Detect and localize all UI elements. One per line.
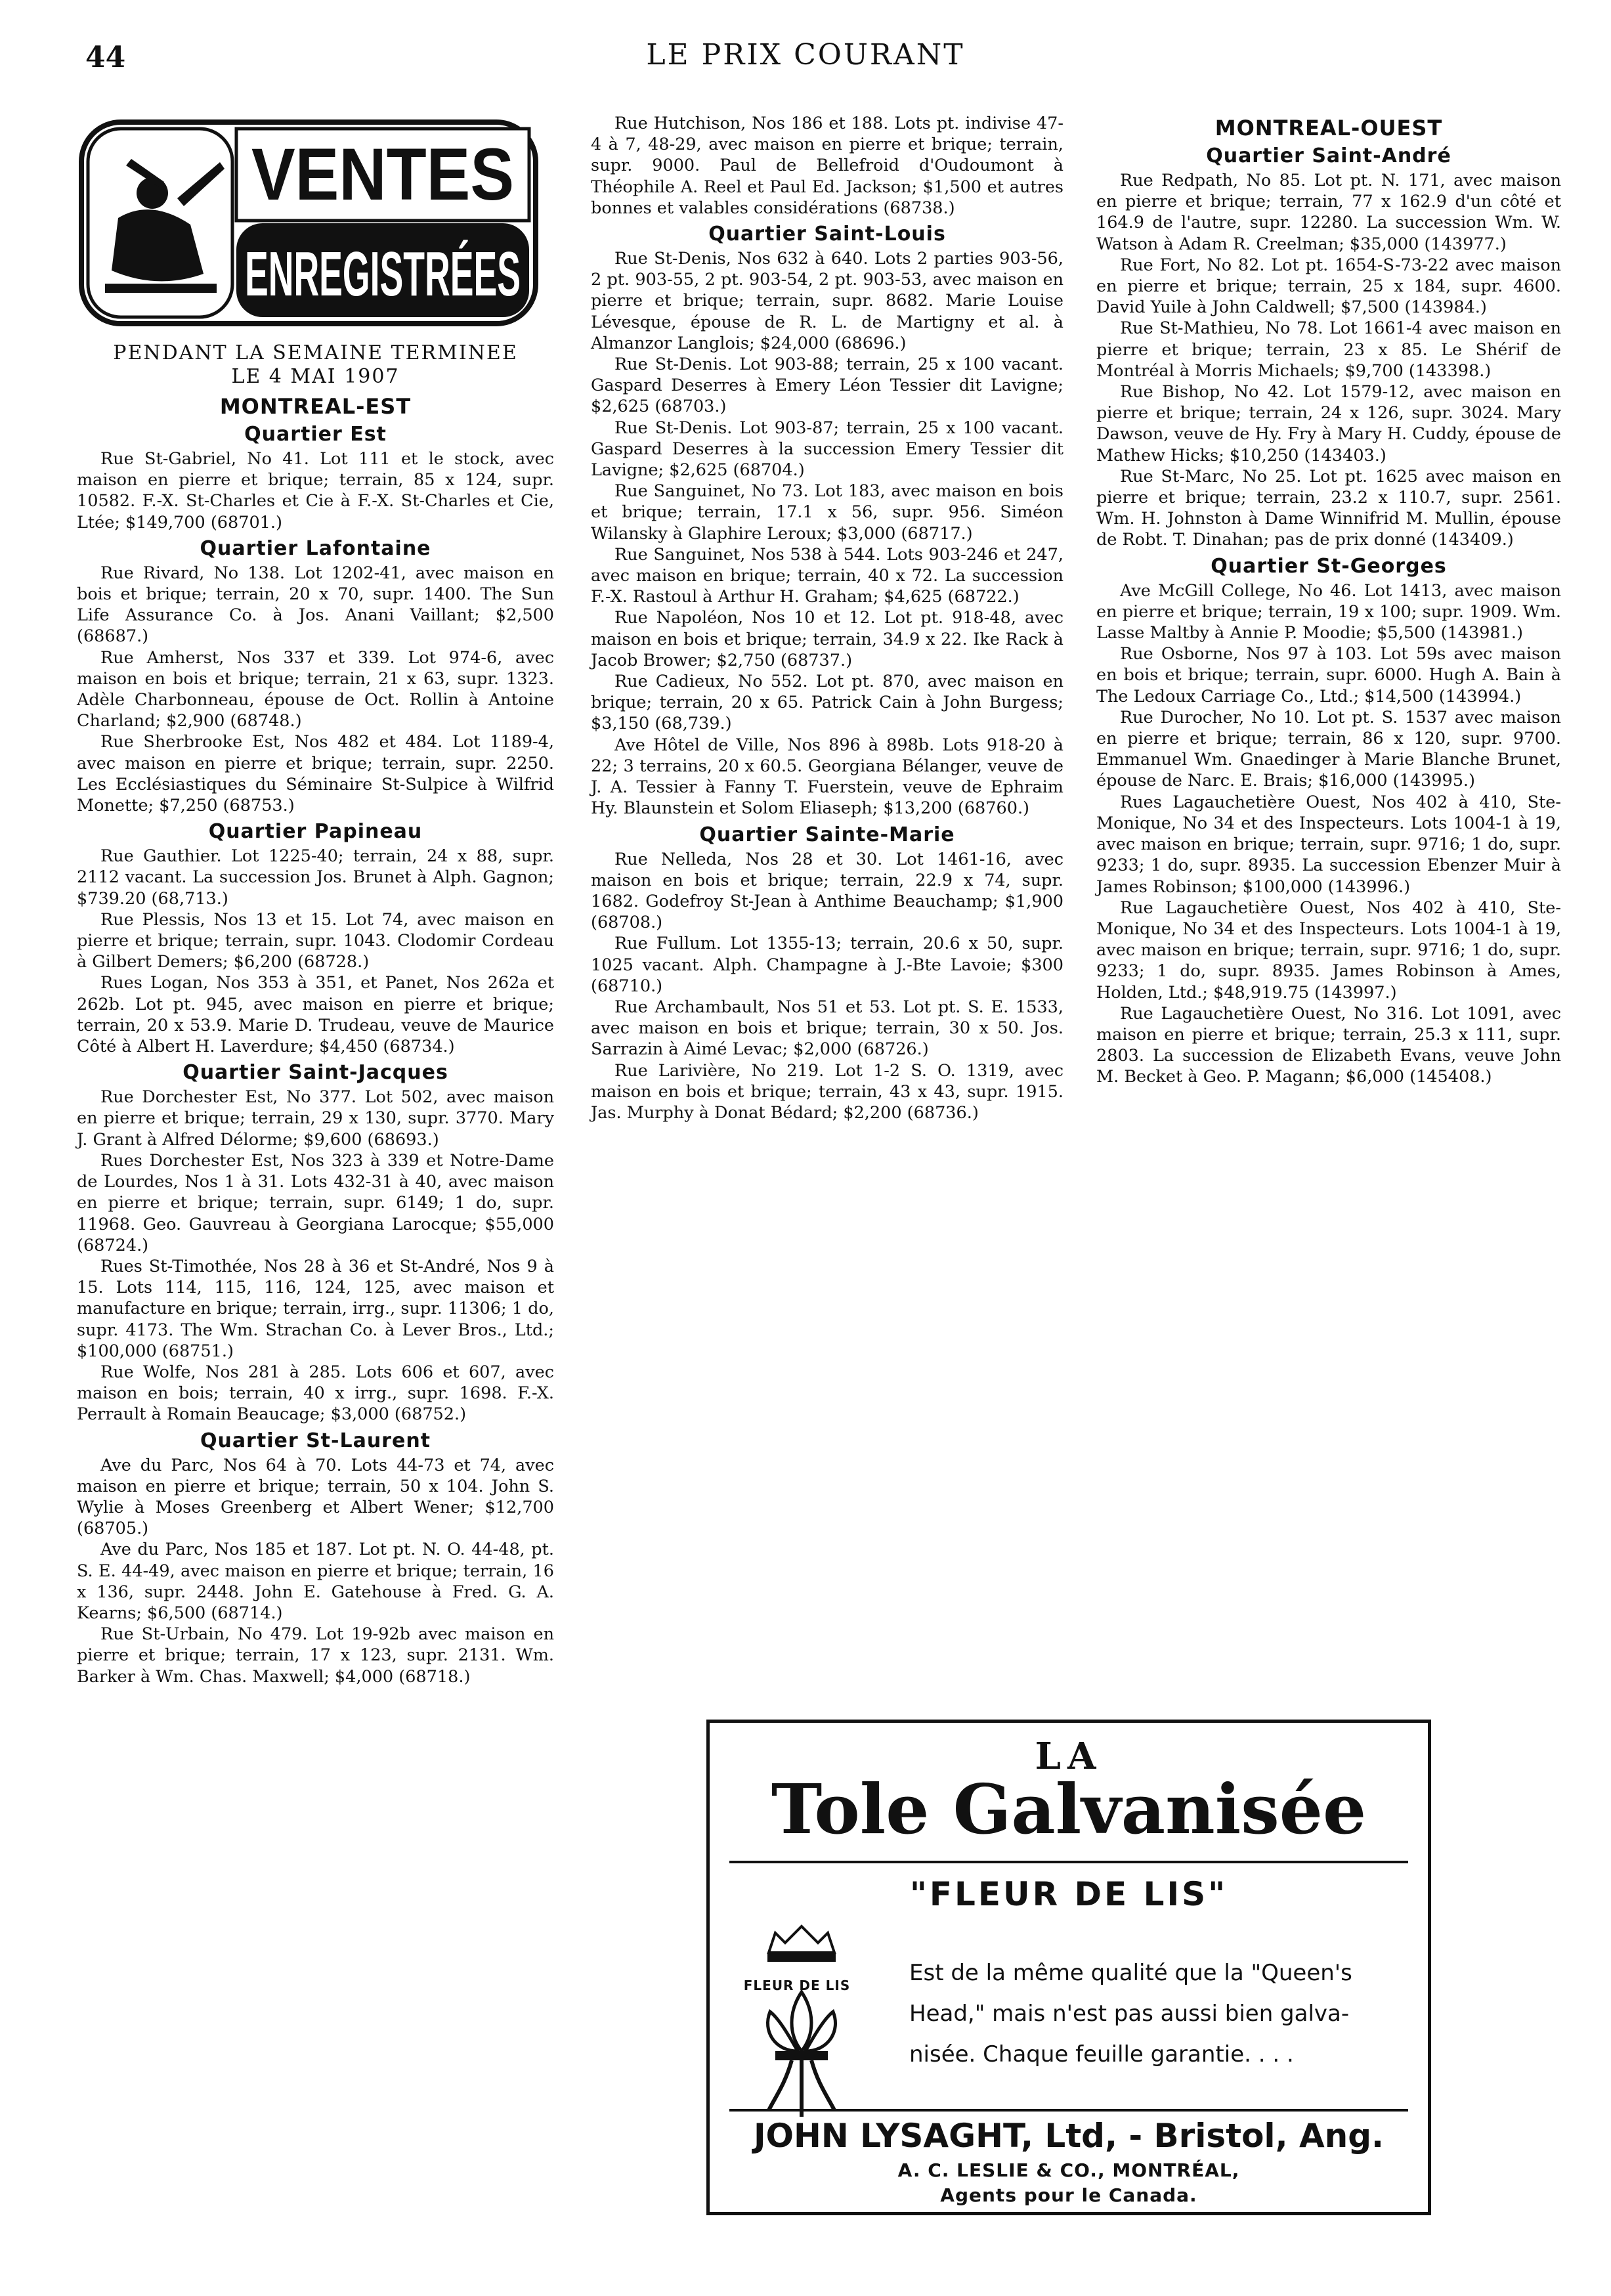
sale-entry: Rue Fort, No 82. Lot pt. 1654-S-73-22 avec maison en pierre et brique; terrain, 25 x 184, supr. 4600. David Yuile à John Caldwell; $7,500 (143984.)	[1096, 255, 1561, 318]
ad-body-line: nisée. Chaque feuille garantie. . . .	[909, 2041, 1294, 2068]
week-heading-line2: LE 4 MAI 1907	[231, 365, 400, 388]
sale-entry: Rue Dorchester Est, No 377. Lot 502, avec maison en pierre et brique; terrain, 29 x 130, supr. 3770. Mary J. Grant à Alfred Délorme; $9,600 (68693.)	[77, 1087, 554, 1150]
ad-body-line: Est de la même qualité que la "Queen's	[909, 1960, 1352, 1986]
ventes-enregistrees-badge	[79, 119, 538, 326]
sale-entry: Rue Nelleda, Nos 28 et 30. Lot 1461-16, avec maison en bois et brique; terrain, 22.9 x 74, supr. 1682. Godefroy St-Jean à Anthime Beauchamp; $1,900 (68708.)	[591, 849, 1063, 933]
badge-line2: ENREGISTRÉES	[245, 239, 521, 309]
ad-company: JOHN LYSAGHT, Ltd, - Bristol, Ang.	[753, 2117, 1385, 2155]
sale-entry: Rue Gauthier. Lot 1225-40; terrain, 24 x 88, supr. 2112 vacant. La succession Jos. Brunet à Alph. Gagnon; $739.20 (68,713.)	[77, 846, 554, 909]
quartier-heading: Quartier Saint-Jacques	[183, 1061, 448, 1085]
week-heading	[77, 341, 554, 389]
sale-entry: Rue Napoléon, Nos 10 et 12. Lot pt. 918-48, avec maison en bois et brique; terrain, 34.9 x 22. Ike Rack à Jacob Brower; $2,750 (68737.)	[591, 608, 1063, 670]
sale-entry: Rue Amherst, Nos 337 et 339. Lot 974-6, avec maison en bois et brique; terrain, 21 x 63, supr. 1323. Adèle Charbonneau, épouse de Oct. Rollin à Antoine Charland; $2,900 (68748.)	[77, 647, 554, 731]
ad-la: LA	[1035, 1735, 1103, 1778]
sale-entry: Ave du Parc, Nos 64 à 70. Lots 44-73 et 74, avec maison en pierre et brique; terrain, 50 x 104. John S. Wylie à Moses Greenberg et Albert Wener; $12,700 (68705.)	[77, 1455, 554, 1539]
section-heading: MONTREAL-OUEST	[1214, 116, 1443, 141]
sale-entry: Rues Lagauchetière Ouest, Nos 402 à 410, Ste-Monique, No 34 et des Inspecteurs. Lots 1004-1 à 19, avec maison en brique; terrain, supr. 9716; 1 do, supr. 9233; 1 do, supr. 8935. La succession Ebenzer Muir à James Robinson; $100,000 (143996.)	[1096, 792, 1561, 897]
sale-entry: Rue St-Urbain, No 479. Lot 19-92b avec maison en pierre et brique; terrain, 17 x 123, supr. 2131. Wm. Barker à Wm. Chas. Maxwell; $4,000 (68718.)	[77, 1624, 554, 1687]
sale-entry: Rues Logan, Nos 353 à 351, et Panet, Nos 262a et 262b. Lot pt. 945, avec maison en pierre et brique; terrain, 20 x 53.9. Marie D. Trudeau, veuve de Maurice Côté à Albert H. Laverdure; $4,450 (68734.)	[77, 973, 554, 1057]
ad-agent-line2: Agents pour le Canada.	[940, 2184, 1197, 2206]
sale-entry: Rue Redpath, No 85. Lot pt. N. 171, avec maison en pierre et brique; terrain, 77 x 162.9 d'un côté et 164.9 de l'autre, supr. 12280. La succession Wm. W. Watson à Adam R. Creelman; $35,000 (143977.)	[1096, 171, 1561, 254]
sale-entry: Rue Sanguinet, No 73. Lot 183, avec maison en bois et brique; terrain, 17.1 x 56, supr. 956. Siméon Wilansky à Glaphire Leroux; $3,000 (68717.)	[591, 481, 1063, 544]
ad-body-line: Head," mais n'est pas aussi bien galva-	[909, 2001, 1350, 2027]
page-number: 44	[85, 41, 126, 74]
quartier-heading: Quartier Lafontaine	[200, 536, 431, 560]
quartier-heading: Quartier Saint-André	[1206, 144, 1451, 167]
sale-entry: Rue Lagauchetière Ouest, No 316. Lot 1091, avec maison en pierre et brique; terrain, 25.3 x 111, supr. 2803. La succession de Elizabeth Evans, veuve John M. Becket à Geo. P. Magann; $6,000 (145408.)	[1096, 1003, 1561, 1087]
ad-body	[909, 1953, 1402, 2075]
sale-entry: Rue Larivière, No 219. Lot 1-2 S. O. 1319, avec maison en bois et brique; terrain, 43 x 43, supr. 1915. Jas. Murphy à Donat Bédard; $2,200 (68736.)	[591, 1060, 1063, 1123]
ad-logo-label: FLEUR DE LIS	[743, 1978, 851, 1993]
section-heading: MONTREAL-EST	[219, 394, 412, 419]
sale-entry: Rue St-Mathieu, No 78. Lot 1661-4 avec maison en pierre et brique; terrain, 23 x 85. Le Shérif de Montréal à Morris Michaels; $9,700 (143398.)	[1096, 318, 1561, 381]
sale-entry: Ave du Parc, Nos 185 et 187. Lot pt. N. O. 44-48, pt. S. E. 44-49, avec maison en pierre et brique; terrain, 16 x 136, supr. 2448. John E. Gatehouse à Fred. G. A. Kearns; $6,500 (68714.)	[77, 1540, 554, 1623]
ad-rule-top	[729, 1861, 1408, 1863]
quartier-heading: Quartier Est	[244, 423, 387, 446]
column-middle	[591, 113, 1063, 1123]
sale-entry: Rue Durocher, No 10. Lot pt. S. 1537 avec maison en pierre et brique; terrain, 86 x 120, supr. 9700. Emmanuel Wm. Gnaedinger à Marie Blanche Brunet, épouse de Narc. E. Brais; $16,000 (143995.)	[1096, 707, 1561, 791]
sale-entry: Rue Hutchison, Nos 186 et 188. Lots pt. indivise 47-4 à 7, 48-29, avec maison en pierre et brique; terrain, supr. 9000. Paul de Bellefroid d'Oudoumont à Théophile A. Reel et Paul Ed. Jackson; $1,500 et autres bonnes et valables considérations (68738.)	[591, 114, 1063, 218]
ad-rule-bottom	[729, 2109, 1408, 2112]
sale-entry: Rue Osborne, Nos 97 à 103. Lot 59s avec maison en bois et brique; terrain, supr. 6000. Hugh A. Bain à The Ledoux Carriage Co., Ltd.; $14,500 (143994.)	[1096, 644, 1561, 706]
week-heading-line1: PENDANT LA SEMAINE TERMINEE	[113, 341, 518, 364]
ad-subtitle: "FLEUR DE LIS"	[909, 1875, 1228, 1913]
sale-entry: Rue St-Marc, No 25. Lot pt. 1625 avec maison en pierre et brique; terrain, 23.2 x 110.7, supr. 2561. Wm. H. Johnston à Dame Winnifrid M. Mullin, épouse de Robt. T. Dinahan; pas de prix donné (143409.)	[1096, 466, 1561, 550]
sale-entry: Rue Fullum. Lot 1355-13; terrain, 20.6 x 50, supr. 1025 vacant. Alph. Champagne à J.-Bte Lavoie; $300 (68710.)	[591, 934, 1063, 996]
column-left	[77, 341, 554, 1687]
quartier-heading: Quartier St-Georges	[1211, 554, 1447, 578]
badge-line1: VENTES	[251, 133, 514, 215]
quartier-heading: Quartier St-Laurent	[200, 1429, 431, 1452]
sale-entry: Rue St-Denis. Lot 903-87; terrain, 25 x 100 vacant. Gaspard Deserres à la succession Emery Tessier dit Lavigne; $2,625 (68704.)	[591, 418, 1063, 481]
fleur-de-lis-logo-icon	[729, 1920, 874, 2136]
sale-entry: Rue Wolfe, Nos 281 à 285. Lots 606 et 607, avec maison en bois; terrain, 40 x irrg., supr. 1698. F.-X. Perrault à Romain Beaucage; $3,000 (68752.)	[77, 1362, 554, 1425]
sale-entry: Rues Dorchester Est, Nos 323 à 339 et Notre-Dame de Lourdes, Nos 1 à 31. Lots 432-31 à 40, avec maison en pierre et brique; terrain, supr. 6149; 1 do, supr. 11968. Geo. Gauvreau à Georgiana Larocque; $55,000 (68724.)	[77, 1150, 554, 1255]
sale-entry: Rue Plessis, Nos 13 et 15. Lot 74, avec maison en pierre et brique; terrain, supr. 1043. Clodomir Cordeau à Gilbert Demers; $6,200 (68728.)	[77, 909, 554, 972]
ad-title: Tole Galvanisée	[771, 1769, 1367, 1850]
sale-entry: Rue St-Denis. Lot 903-88; terrain, 25 x 100 vacant. Gaspard Deserres à Emery Léon Tessier dit Lavigne; $2,625 (68703.)	[591, 355, 1063, 417]
sale-entry: Rue St-Gabriel, No 41. Lot 111 et le stock, avec maison en pierre et brique; terrain, 85 x 124, supr. 10582. F.-X. St-Charles et Cie à F.-X. St-Charles et Cie, Ltée; $149,700 (68701.)	[77, 449, 554, 532]
sale-entry: Rue Archambault, Nos 51 et 53. Lot pt. S. E. 1533, avec maison en bois et brique; terrain, 30 x 50. Jos. Sarrazin à Aimé Levac; $2,000 (68726.)	[591, 997, 1063, 1060]
sale-entry: Ave McGill College, No 46. Lot 1413, avec maison en pierre et brique; terrain, 19 x 100; supr. 1909. Wm. Lasse Maltby à Annie P. Moodie; $5,500 (143981.)	[1096, 580, 1561, 643]
quartier-heading: Quartier Sainte-Marie	[699, 823, 955, 846]
ad-agent-line1: A. C. LESLIE & CO., MONTRÉAL,	[897, 2159, 1240, 2181]
sale-entry: Rue Bishop, No 42. Lot 1579-12, avec maison en pierre et brique; terrain, 24 x 126, supr. 3024. Mary Dawson, veuve de Hy. Fry à Mary H. Cuddy, épouse de Mathew Hicks; $10,250 (143403.)	[1096, 382, 1561, 466]
sale-entry: Rue Lagauchetière Ouest, Nos 402 à 410, Ste-Monique, No 34 et des Inspecteurs. Lots 1004-1 à 19, avec maison en brique; terrain, supr. 9716; 1 do, supr. 9233; 1 do, supr. 8935. James Robinson à Ames, Holden, Ltd.; $48,919.75 (143997.)	[1096, 898, 1561, 1003]
quartier-heading: Quartier Saint-Louis	[708, 223, 946, 246]
sale-entry: Ave Hôtel de Ville, Nos 896 à 898b. Lots 918-20 à 22; 3 terrains, 20 x 60.5. Georgiana Bélanger, veuve de J. A. Tessier à Fanny T. Fuerstein, veuve de Ephraim Hy. Blaunstein et Solom Eliaseph; $13,200 (68760.)	[591, 735, 1063, 819]
sale-entry: Rue Cadieux, No 552. Lot pt. 870, avec maison en brique; terrain, 20 x 65. Patrick Cain à John Burgess; $3,150 (68,739.)	[591, 672, 1063, 734]
sale-entry: Rue Sanguinet, Nos 538 à 544. Lots 903-246 et 247, avec maison en brique; terrain, 40 x 72. La succession F.-X. Rastoul à Arthur H. Graham; $4,625 (68722.)	[591, 544, 1063, 607]
sale-entry: Rue Rivard, No 138. Lot 1202-41, avec maison en bois et brique; terrain, 20 x 70, supr. 1400. The Sun Life Assurance Co. à Jos. Anani Vaillant; $2,500 (68687.)	[77, 563, 554, 647]
sale-entry: Rues St-Timothée, Nos 28 à 36 et St-André, Nos 9 à 15. Lots 114, 115, 116, 124, 125, avec maison et manufacture en brique; terrain, irrg., supr. 11306; 1 do, supr. 4173. The Wm. Strachan Co. à Lever Bros., Ltd.; $100,000 (68751.)	[77, 1256, 554, 1361]
quartier-heading: Quartier Papineau	[208, 820, 423, 844]
running-title: LE PRIX COURANT	[646, 38, 965, 72]
column-right	[1096, 113, 1561, 1088]
sale-entry: Rue St-Denis, Nos 632 à 640. Lots 2 parties 903-56, 2 pt. 903-55, 2 pt. 903-54, 2 pt. 903-53, avec maison en pierre et brique; terrain, supr. 8682. Marie Louise Lévesque, épouse de R. L. de Martigny et al. à Almanzor Langlois; $24,000 (68696.)	[591, 249, 1063, 353]
advertisement-tole-galvanisee	[706, 1720, 1431, 2215]
sale-entry: Rue Sherbrooke Est, Nos 482 et 484. Lot 1189-4, avec maison en pierre et brique; terrain, supr. 2250. Les Ecclésiastiques du Séminaire St-Sulpice à Wilfrid Monette; $7,250 (68753.)	[77, 732, 554, 816]
